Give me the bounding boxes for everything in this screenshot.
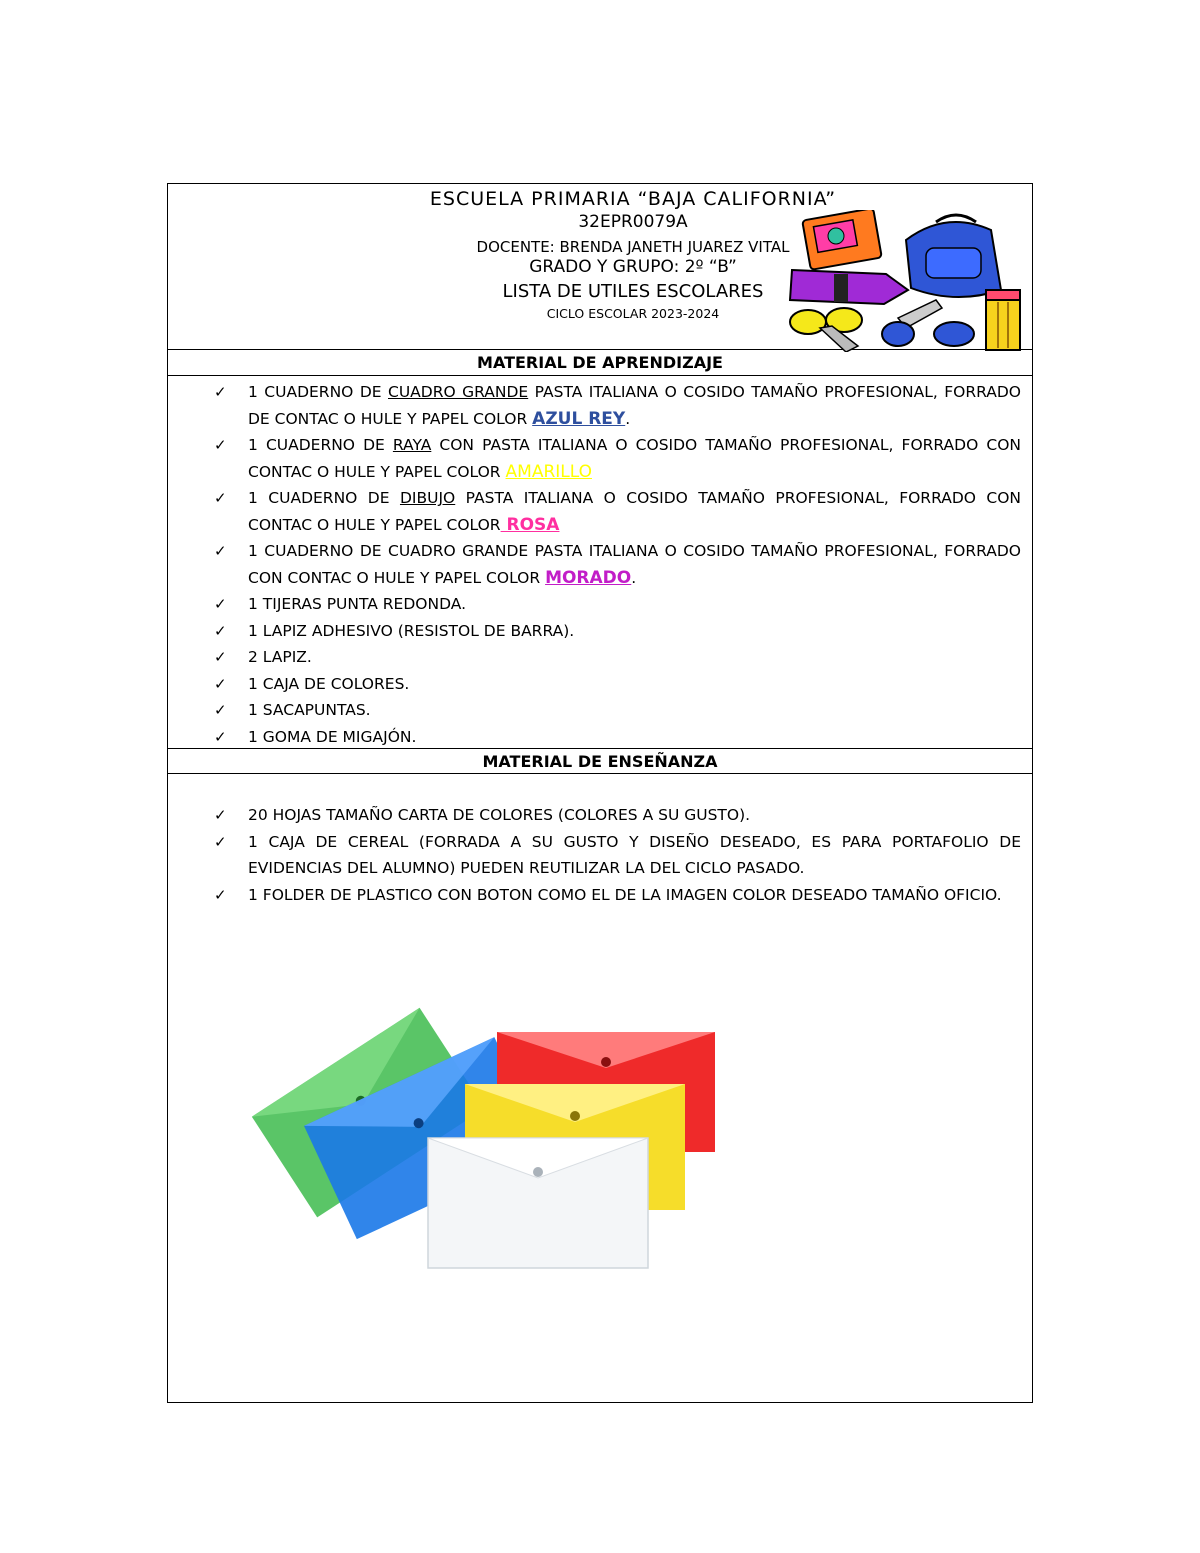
checkmark-icon: ✓ [214,542,227,560]
checkmark-icon: ✓ [214,832,227,851]
school-name: ESCUELA PRIMARIA “BAJA CALIFORNIA” [429,188,837,210]
list-item: ✓ 1 GOMA DE MIGAJÓN. [168,724,1032,751]
school-code: 32EPR0079A [578,212,688,232]
crayon-icon [790,270,908,304]
scissors-icon [882,300,974,346]
checkmark-icon: ✓ [214,648,227,666]
white-folder-icon [428,1138,648,1268]
teaching-material-list [168,802,1032,908]
section-heading-teaching: MATERIAL DE ENSEÑANZA [168,748,1032,774]
backpack-icon [906,215,1001,297]
checkmark-icon: ✓ [214,489,227,507]
checkmark-icon: ✓ [214,806,227,824]
checkmark-icon: ✓ [214,701,227,719]
list-item: ✓ 1 FOLDER DE PLASTICO CON BOTON COMO EL DE LA IMAGEN COLOR DESEADO TAMAÑO OFICIO. [168,882,1032,909]
list-item: ✓ 1 CUADERNO DE RAYA CON PASTA ITALIANA O COSIDO TAMAÑO PROFESIONAL, FORRADO CON CONTAC O HULE Y PAPEL COLOR AMARILLO [168,432,1032,485]
list-item: ✓ 1 CUADERNO DE CUADRO GRANDE PASTA ITALIANA O COSIDO TAMAÑO PROFESIONAL, FORRADO CON CONTAC O HULE Y PAPEL COLOR MORADO. [168,538,1032,591]
list-title: LISTA DE UTILES ESCOLARES [502,281,764,302]
school-cycle: CICLO ESCOLAR 2023-2024 [546,306,720,321]
learning-material-list [168,379,1032,750]
list-item: ✓ 2 LAPIZ. [168,644,1032,671]
teacher-name: DOCENTE: BRENDA JANETH JUAREZ VITAL [476,238,790,256]
list-item: ✓ 1 TIJERAS PUNTA REDONDA. [168,591,1032,618]
scissors-icon [790,308,862,352]
section-heading-learning: MATERIAL DE APRENDIZAJE [168,350,1032,376]
grade-group: GRADO Y GRUPO: 2º “B” [529,257,737,277]
color-azul-rey: AZUL REY [532,408,626,429]
list-item: ✓ 1 CAJA DE CEREAL (FORRADA A SU GUSTO Y DISEÑO DESEADO, ES PARA PORTAFOLIO DE EVIDENCIAS DEL ALUMNO) PUEDEN REUTILIZAR LA DEL CICLO PASADO. [168,829,1032,882]
list-item: ✓ 1 SACAPUNTAS. [168,697,1032,724]
checkmark-icon: ✓ [214,674,227,693]
list-item: ✓ 20 HOJAS TAMAÑO CARTA DE COLORES (COLORES A SU GUSTO). [168,802,1032,829]
school-supplies-clipart [786,210,1026,352]
list-item: ✓ 1 LAPIZ ADHESIVO (RESISTOL DE BARRA). [168,618,1032,645]
checkmark-icon: ✓ [214,621,227,640]
checkmark-icon: ✓ [214,383,227,401]
checkmark-icon: ✓ [214,885,227,904]
plastic-folders-image [250,998,720,1273]
color-amarillo: AMARILLO [505,461,592,482]
list-item: ✓ 1 CUADERNO DE CUADRO GRANDE PASTA ITALIANA O COSIDO TAMAÑO PROFESIONAL, FORRADO DE CONTAC O HULE Y PAPEL COLOR AZUL REY. [168,379,1032,432]
checkmark-icon: ✓ [214,436,227,454]
checkmark-icon: ✓ [214,595,227,613]
checkmark-icon: ✓ [214,727,227,746]
color-morado: MORADO [545,567,632,588]
list-item: ✓ 1 CAJA DE COLORES. [168,671,1032,698]
pencil-icon [986,290,1020,350]
list-item: ✓ 1 CUADERNO DE DIBUJO PASTA ITALIANA O COSIDO TAMAÑO PROFESIONAL, FORRADO CON CONTAC O HULE Y PAPEL COLOR ROSA [168,485,1032,538]
book-icon [802,210,882,270]
color-rosa: ROSA [500,514,560,535]
